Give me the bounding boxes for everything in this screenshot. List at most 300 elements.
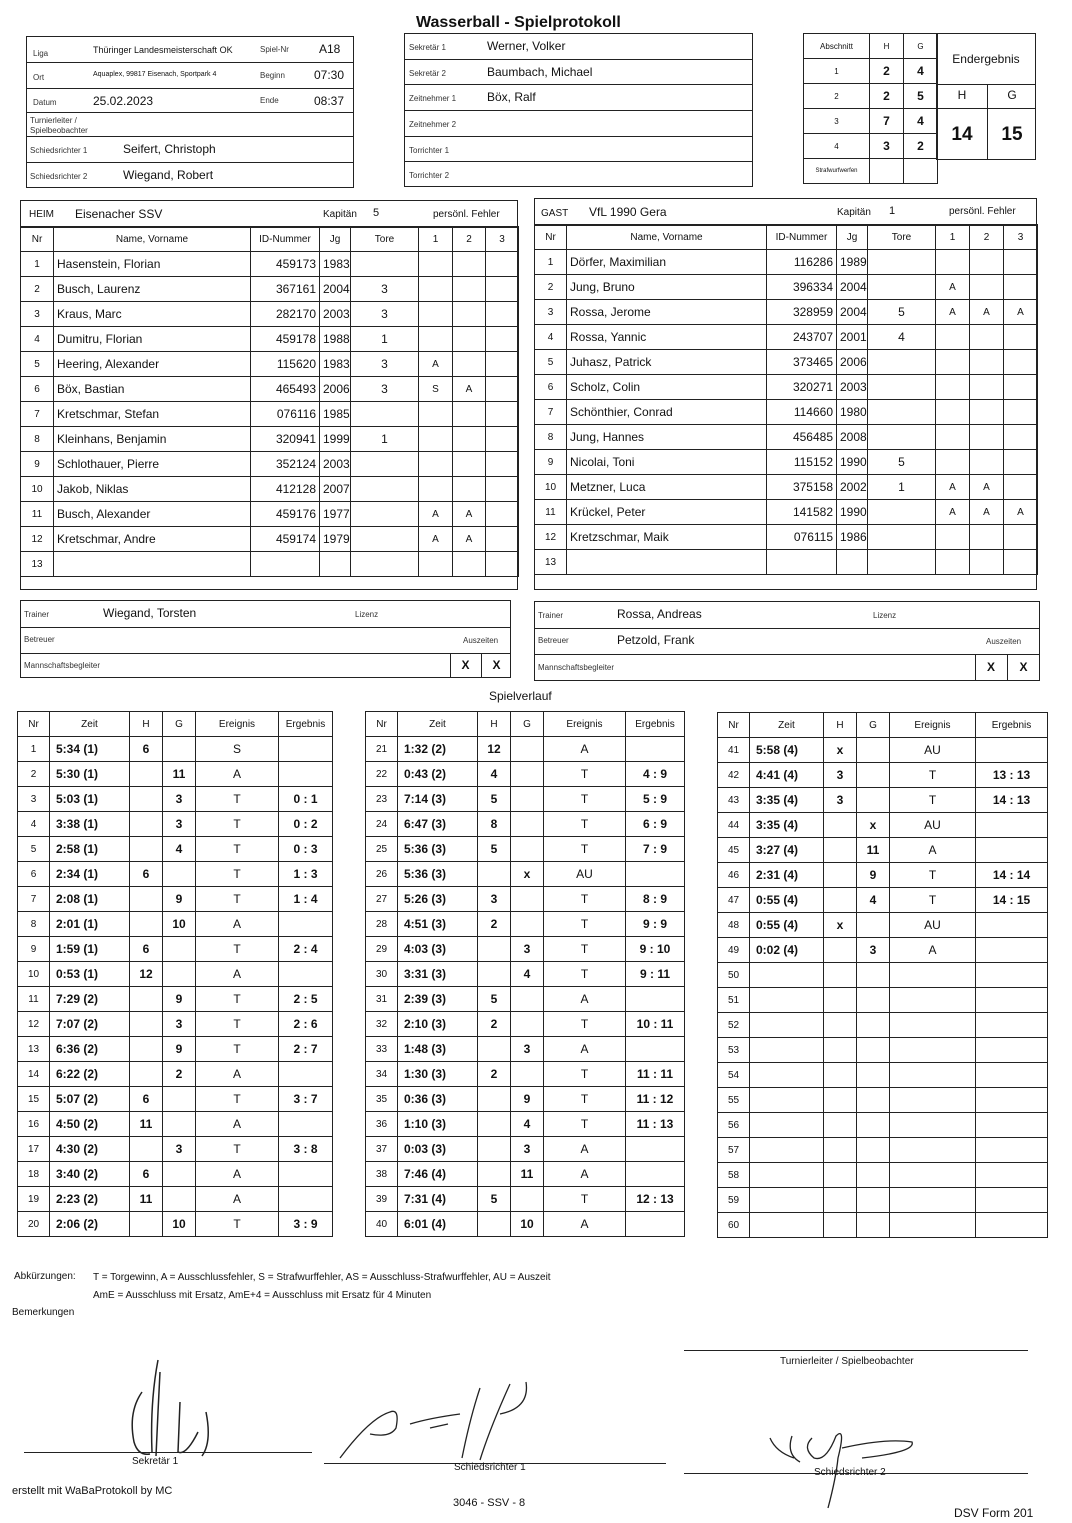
event-header-cell: Ereignis <box>544 712 626 737</box>
player-year: 2006 <box>837 350 868 375</box>
player-id: 375158 <box>767 475 837 500</box>
event-guest-cap <box>511 837 544 862</box>
player-year: 1989 <box>837 250 868 275</box>
event-row <box>366 1112 685 1137</box>
event-number: 4 <box>18 812 50 837</box>
event-row <box>718 1138 1048 1163</box>
event-type: T <box>196 1087 279 1112</box>
event-number: 48 <box>718 913 750 938</box>
event-type: A <box>196 962 279 987</box>
event-guest-cap <box>857 1138 890 1163</box>
event-guest-cap <box>511 762 544 787</box>
foul-3 <box>486 502 519 527</box>
event-guest-cap: 4 <box>163 837 196 862</box>
player-goals <box>351 527 419 552</box>
foul-2 <box>970 450 1004 475</box>
event-time: 3:38 (1) <box>50 812 130 837</box>
event-home-cap: x <box>824 913 857 938</box>
event-row <box>718 738 1048 763</box>
sekretaer-signature-line <box>24 1452 312 1453</box>
player-id: 456485 <box>767 425 837 450</box>
event-home-cap <box>130 987 163 1012</box>
event-number: 58 <box>718 1163 750 1188</box>
player-number: 10 <box>535 475 567 500</box>
event-row <box>18 1212 333 1237</box>
event-time: 6:01 (4) <box>398 1212 478 1237</box>
event-home-cap <box>478 1037 511 1062</box>
foul-3 <box>1004 350 1038 375</box>
player-id: 141582 <box>767 500 837 525</box>
player-number: 13 <box>21 552 54 577</box>
home-label: H <box>957 88 967 102</box>
event-home-cap <box>824 1188 857 1213</box>
event-guest-cap: 10 <box>163 1212 196 1237</box>
event-guest-cap: 3 <box>163 1012 196 1037</box>
player-name: Schlothauer, Pierre <box>54 452 251 477</box>
event-time: 5:58 (4) <box>750 738 824 763</box>
event-row <box>18 762 333 787</box>
event-header-cell: Nr <box>18 712 50 737</box>
foul-1 <box>419 477 453 502</box>
event-home-cap <box>824 1013 857 1038</box>
event-score: 11 : 13 <box>626 1112 685 1137</box>
event-type: T <box>196 1012 279 1037</box>
event-time: 3:35 (4) <box>750 813 824 838</box>
period-score: 4 <box>904 59 938 84</box>
foul-2: A <box>453 377 486 402</box>
foul-3 <box>1004 400 1038 425</box>
foul-1 <box>936 375 970 400</box>
foul-3 <box>1004 450 1038 475</box>
event-header-cell: Zeit <box>50 712 130 737</box>
event-score <box>279 737 333 762</box>
event-home-cap: 8 <box>478 812 511 837</box>
player-year: 1980 <box>837 400 868 425</box>
home-timeout-2: X <box>492 658 501 672</box>
official-label: Torrichter 1 <box>409 145 450 155</box>
event-score: 1 : 4 <box>279 887 333 912</box>
foul-1: A <box>419 352 453 377</box>
event-number: 44 <box>718 813 750 838</box>
player-name: Kretschmar, Andre <box>54 527 251 552</box>
event-number: 56 <box>718 1113 750 1138</box>
roster-header-cell: 3 <box>486 227 519 252</box>
period-label: 4 <box>804 134 870 159</box>
player-number: 8 <box>535 425 567 450</box>
officials-box <box>404 33 753 187</box>
event-row <box>366 1062 685 1087</box>
roster-row <box>21 502 519 527</box>
player-year: 1986 <box>837 525 868 550</box>
event-row <box>718 913 1048 938</box>
event-number: 15 <box>18 1087 50 1112</box>
foul-3 <box>486 552 519 577</box>
event-number: 52 <box>718 1013 750 1038</box>
event-guest-cap <box>163 937 196 962</box>
event-number: 28 <box>366 912 398 937</box>
event-number: 29 <box>366 937 398 962</box>
event-guest-cap <box>857 913 890 938</box>
event-row <box>18 1087 333 1112</box>
event-row <box>366 1037 685 1062</box>
foul-1 <box>936 325 970 350</box>
player-name: Jung, Bruno <box>567 275 767 300</box>
event-number: 38 <box>366 1162 398 1187</box>
event-time: 1:30 (3) <box>398 1062 478 1087</box>
event-home-cap: 6 <box>130 1087 163 1112</box>
event-number: 10 <box>18 962 50 987</box>
player-goals <box>868 550 936 575</box>
event-type: A <box>196 1162 279 1187</box>
event-score <box>626 1162 685 1187</box>
liga-label: Liga <box>33 49 49 58</box>
event-time: 4:30 (2) <box>50 1137 130 1162</box>
event-header-cell: Zeit <box>750 713 824 738</box>
event-number: 51 <box>718 988 750 1013</box>
event-guest-cap: 9 <box>163 987 196 1012</box>
event-number: 32 <box>366 1012 398 1037</box>
roster-row <box>535 275 1038 300</box>
event-row <box>366 862 685 887</box>
foul-1 <box>936 550 970 575</box>
foul-3 <box>486 527 519 552</box>
period-score: 2 <box>870 84 904 109</box>
event-number: 53 <box>718 1038 750 1063</box>
event-home-cap: 12 <box>478 737 511 762</box>
event-number: 31 <box>366 987 398 1012</box>
player-id: 320271 <box>767 375 837 400</box>
event-guest-cap: 11 <box>857 838 890 863</box>
foul-2 <box>453 427 486 452</box>
event-row <box>366 837 685 862</box>
player-name: Dumitru, Florian <box>54 327 251 352</box>
player-id: 352124 <box>251 452 320 477</box>
event-guest-cap: 11 <box>163 762 196 787</box>
event-score: 14 : 13 <box>976 788 1048 813</box>
foul-1 <box>419 277 453 302</box>
event-home-cap <box>130 787 163 812</box>
event-type: T <box>890 863 976 888</box>
event-header-cell: G <box>511 712 544 737</box>
final-score-box <box>936 33 1036 160</box>
event-number: 3 <box>18 787 50 812</box>
event-home-cap <box>478 862 511 887</box>
roster-row <box>21 302 519 327</box>
event-number: 14 <box>18 1062 50 1087</box>
event-guest-cap: 4 <box>511 1112 544 1137</box>
event-number: 45 <box>718 838 750 863</box>
event-number: 1 <box>18 737 50 762</box>
event-number: 6 <box>18 862 50 887</box>
player-number: 4 <box>21 327 54 352</box>
event-number: 60 <box>718 1213 750 1238</box>
event-time: 3:27 (4) <box>750 838 824 863</box>
events-table-3 <box>717 712 1048 1238</box>
foul-1 <box>936 450 970 475</box>
event-type <box>890 963 976 988</box>
event-number: 37 <box>366 1137 398 1162</box>
player-name: Hasenstein, Florian <box>54 252 251 277</box>
event-guest-cap: 9 <box>857 863 890 888</box>
event-number: 41 <box>718 738 750 763</box>
event-number: 30 <box>366 962 398 987</box>
event-time: 0:02 (4) <box>750 938 824 963</box>
event-type: A <box>196 1062 279 1087</box>
player-name: Krückel, Peter <box>567 500 767 525</box>
event-number: 33 <box>366 1037 398 1062</box>
roster-row <box>535 400 1038 425</box>
player-number: 6 <box>535 375 567 400</box>
event-guest-cap <box>511 1187 544 1212</box>
event-score <box>976 1088 1048 1113</box>
event-score: 14 : 14 <box>976 863 1048 888</box>
foul-3 <box>486 377 519 402</box>
event-time <box>750 1188 824 1213</box>
event-row <box>18 1012 333 1037</box>
player-name <box>567 550 767 575</box>
roster-row <box>21 452 519 477</box>
official-row <box>405 137 752 163</box>
foul-1 <box>936 525 970 550</box>
event-type: A <box>544 987 626 1012</box>
event-home-cap <box>130 812 163 837</box>
player-goals: 1 <box>868 475 936 500</box>
sr2-value: Wiegand, Robert <box>123 168 214 182</box>
player-year: 2007 <box>320 477 351 502</box>
event-type: T <box>544 1012 626 1037</box>
event-row <box>366 812 685 837</box>
guest-begleiter-label: Mannschaftsbegleiter <box>538 663 615 672</box>
event-number: 5 <box>18 837 50 862</box>
event-guest-cap <box>163 1187 196 1212</box>
foul-3 <box>486 427 519 452</box>
player-goals <box>351 477 419 502</box>
event-guest-cap <box>163 862 196 887</box>
periods-row <box>804 59 938 84</box>
player-year: 1985 <box>320 402 351 427</box>
event-score: 2 : 6 <box>279 1012 333 1037</box>
foul-2 <box>453 352 486 377</box>
event-number: 27 <box>366 887 398 912</box>
foul-1 <box>419 302 453 327</box>
spielnr-value: A18 <box>319 42 341 56</box>
player-goals: 3 <box>351 377 419 402</box>
event-type: A <box>544 1137 626 1162</box>
player-id: 412128 <box>251 477 320 502</box>
period-label: 3 <box>804 109 870 134</box>
event-header-cell: H <box>130 712 163 737</box>
foul-2 <box>453 277 486 302</box>
roster-header-cell: Nr <box>535 225 567 250</box>
event-home-cap <box>824 888 857 913</box>
guest-trainer-label: Trainer <box>538 611 564 620</box>
event-home-cap: 5 <box>478 987 511 1012</box>
event-number: 36 <box>366 1112 398 1137</box>
guest-final-score: 15 <box>1001 124 1023 145</box>
event-guest-cap <box>857 738 890 763</box>
roster-row <box>21 402 519 427</box>
event-type: T <box>890 763 976 788</box>
event-row <box>718 1063 1048 1088</box>
guest-betreuer-label: Betreuer <box>538 636 569 645</box>
event-home-cap <box>130 1037 163 1062</box>
period-label: 1 <box>804 59 870 84</box>
event-home-cap: 5 <box>478 1187 511 1212</box>
foul-2 <box>970 550 1004 575</box>
guest-captain-value: 1 <box>889 205 896 217</box>
event-guest-cap: 3 <box>163 1137 196 1162</box>
event-number: 47 <box>718 888 750 913</box>
event-home-cap: 6 <box>130 937 163 962</box>
periods-row <box>804 109 938 134</box>
event-type: T <box>544 1087 626 1112</box>
event-type: T <box>544 912 626 937</box>
foul-3 <box>486 252 519 277</box>
player-goals <box>868 250 936 275</box>
event-guest-cap <box>857 788 890 813</box>
player-name: Rossa, Jerome <box>567 300 767 325</box>
event-header-cell: Ergebnis <box>626 712 685 737</box>
event-number: 16 <box>18 1112 50 1137</box>
roster-row <box>535 550 1038 575</box>
guest-side-label: GAST <box>541 208 569 219</box>
event-score <box>626 737 685 762</box>
event-score <box>976 988 1048 1013</box>
event-score <box>976 1138 1048 1163</box>
foul-1 <box>936 400 970 425</box>
event-type <box>890 1163 976 1188</box>
player-name: Kraus, Marc <box>54 302 251 327</box>
foul-1 <box>419 552 453 577</box>
foul-3 <box>1004 425 1038 450</box>
event-guest-cap <box>511 987 544 1012</box>
event-number: 11 <box>18 987 50 1012</box>
event-score: 11 : 12 <box>626 1087 685 1112</box>
event-time: 5:26 (3) <box>398 887 478 912</box>
event-time: 7:46 (4) <box>398 1162 478 1187</box>
event-score: 3 : 8 <box>279 1137 333 1162</box>
event-row <box>18 812 333 837</box>
player-goals: 1 <box>351 327 419 352</box>
roster-header-cell: 3 <box>1004 225 1038 250</box>
roster-row <box>21 327 519 352</box>
event-type: AU <box>890 913 976 938</box>
player-id: 459178 <box>251 327 320 352</box>
event-row <box>18 1137 333 1162</box>
official-label: Sekretär 2 <box>409 68 446 78</box>
sekretaer-signature <box>120 1352 230 1464</box>
event-number: 25 <box>366 837 398 862</box>
event-row <box>18 837 333 862</box>
event-score <box>976 938 1048 963</box>
event-type: A <box>544 737 626 762</box>
player-number: 9 <box>21 452 54 477</box>
remarks-label: Bemerkungen <box>12 1307 75 1318</box>
event-guest-cap: 4 <box>511 962 544 987</box>
roster-row <box>535 325 1038 350</box>
event-number: 24 <box>366 812 398 837</box>
event-home-cap <box>478 962 511 987</box>
event-header-cell: Ereignis <box>890 713 976 738</box>
event-score <box>626 862 685 887</box>
official-label: Sekretär 1 <box>409 43 446 52</box>
event-guest-cap <box>857 1038 890 1063</box>
foul-2 <box>970 275 1004 300</box>
roster-row <box>535 475 1038 500</box>
foul-2 <box>970 375 1004 400</box>
sr2-signature-label: Schiedsrichter 2 <box>814 1467 886 1478</box>
guest-trainer-value: Rossa, Andreas <box>617 607 702 621</box>
event-row <box>718 888 1048 913</box>
event-row <box>718 988 1048 1013</box>
foul-3 <box>486 452 519 477</box>
event-row <box>718 1113 1048 1138</box>
player-year: 2004 <box>320 277 351 302</box>
player-year <box>837 550 868 575</box>
event-score: 0 : 2 <box>279 812 333 837</box>
player-goals: 3 <box>351 277 419 302</box>
event-number: 49 <box>718 938 750 963</box>
foul-2: A <box>453 527 486 552</box>
event-home-cap: 5 <box>478 837 511 862</box>
event-time: 0:36 (3) <box>398 1087 478 1112</box>
event-time: 5:07 (2) <box>50 1087 130 1112</box>
event-number: 8 <box>18 912 50 937</box>
turnierleiter-signature-label: Turnierleiter / Spielbeobachter <box>780 1356 914 1367</box>
foul-3 <box>486 352 519 377</box>
player-number: 13 <box>535 550 567 575</box>
player-goals <box>351 552 419 577</box>
event-header-cell: H <box>824 713 857 738</box>
sr1-value: Seifert, Christoph <box>123 142 216 156</box>
event-row <box>366 787 685 812</box>
event-guest-cap <box>857 988 890 1013</box>
foul-3 <box>486 477 519 502</box>
event-guest-cap: 9 <box>163 1037 196 1062</box>
event-home-cap <box>824 1213 857 1238</box>
player-id: 459174 <box>251 527 320 552</box>
player-name: Kretzschmar, Maik <box>567 525 767 550</box>
event-score <box>976 1213 1048 1238</box>
guest-lizenz-label: Lizenz <box>873 611 897 620</box>
ende-label: Ende <box>260 96 279 105</box>
event-score <box>976 1113 1048 1138</box>
legend-line-1: T = Torgewinn, A = Ausschlussfehler, S = Strafwurffehler, AS = Ausschluss-Strafwurffehler, AU = Auszeit <box>93 1272 551 1283</box>
event-time: 0:55 (4) <box>750 913 824 938</box>
event-type: T <box>544 787 626 812</box>
event-header-cell: Nr <box>366 712 398 737</box>
event-number: 12 <box>18 1012 50 1037</box>
event-type: T <box>196 812 279 837</box>
event-score: 3 : 7 <box>279 1087 333 1112</box>
event-score <box>976 738 1048 763</box>
official-label: Zeitnehmer 2 <box>409 120 457 129</box>
home-begleiter-label: Mannschaftsbegleiter <box>24 661 101 670</box>
event-type: T <box>544 1112 626 1137</box>
event-score <box>279 1112 333 1137</box>
event-time: 4:50 (2) <box>50 1112 130 1137</box>
player-goals <box>868 375 936 400</box>
event-time: 5:34 (1) <box>50 737 130 762</box>
event-type: T <box>544 762 626 787</box>
event-guest-cap: 11 <box>511 1162 544 1187</box>
event-score <box>626 1212 685 1237</box>
event-header-cell: Zeit <box>398 712 478 737</box>
player-year: 1990 <box>837 450 868 475</box>
player-number: 11 <box>535 500 567 525</box>
event-number: 34 <box>366 1062 398 1087</box>
player-name: Schönthier, Conrad <box>567 400 767 425</box>
